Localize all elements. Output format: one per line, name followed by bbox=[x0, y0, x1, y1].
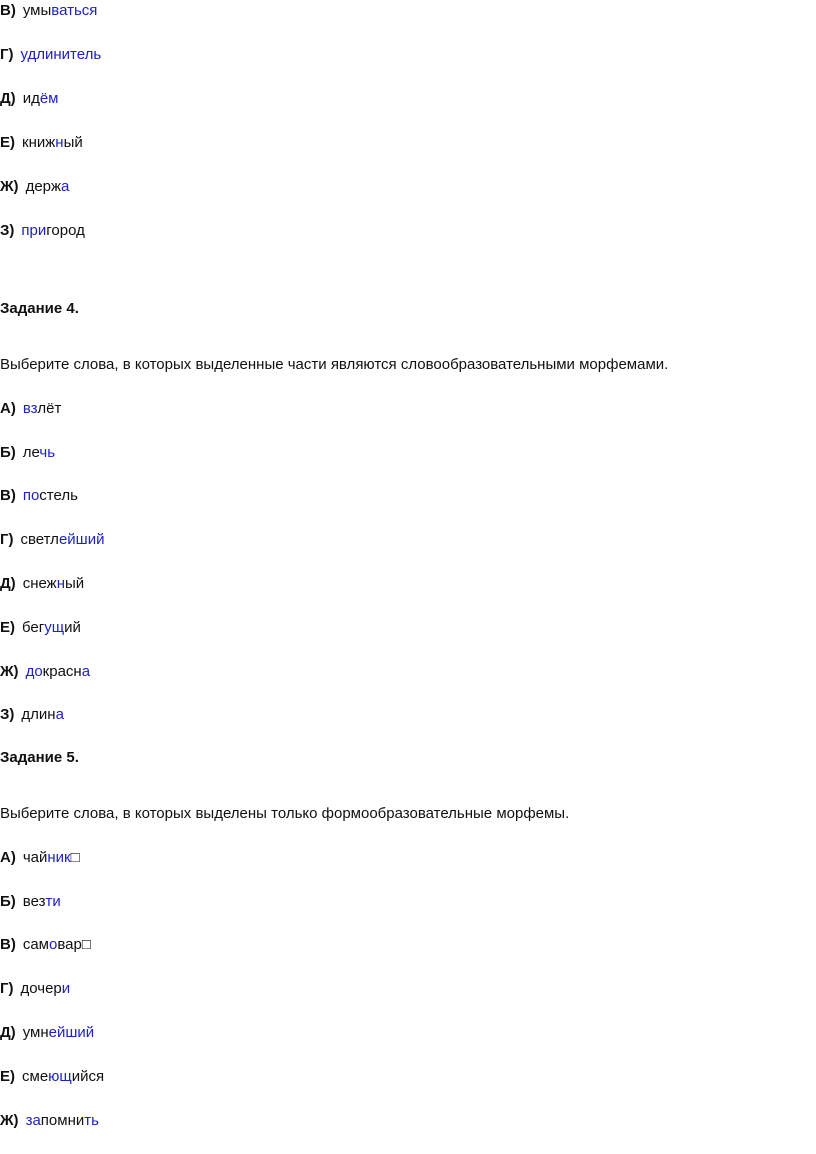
item-word bbox=[23, 936, 91, 953]
item-word bbox=[23, 1024, 94, 1041]
item-label: Ж) bbox=[0, 178, 19, 195]
word-part: бег bbox=[22, 619, 45, 636]
task4-heading: Задание 4. bbox=[0, 300, 79, 317]
task4-item-e bbox=[0, 618, 81, 638]
item-word bbox=[23, 893, 61, 910]
highlighted-morpheme: ваться bbox=[51, 2, 98, 19]
highlighted-morpheme: за bbox=[25, 1112, 41, 1129]
word-part: вар bbox=[57, 936, 82, 953]
item-word bbox=[23, 487, 78, 504]
highlighted-morpheme: ти bbox=[45, 893, 61, 910]
item-label: Ж) bbox=[0, 663, 19, 680]
item-label: В) bbox=[0, 936, 16, 953]
item-word bbox=[21, 980, 71, 997]
task5-question: Выберите слова, в которых выделены только формообразовательные морфемы. bbox=[0, 805, 570, 822]
word-part: сме bbox=[22, 1068, 49, 1085]
highlighted-morpheme: н bbox=[56, 575, 65, 592]
top-item-zh bbox=[0, 177, 69, 197]
item-label: В) bbox=[0, 487, 16, 504]
highlighted-morpheme: по bbox=[22, 487, 40, 504]
word-part: стель bbox=[39, 487, 78, 504]
word-part: красн bbox=[42, 663, 82, 680]
word-part: светл bbox=[20, 531, 59, 548]
word-part: книж bbox=[22, 134, 56, 151]
word-part: ид bbox=[22, 90, 40, 107]
word-part: умн bbox=[22, 1024, 49, 1041]
item-word bbox=[23, 575, 84, 592]
item-label: В) bbox=[0, 2, 16, 19]
task5-item-g bbox=[0, 979, 70, 999]
task4-item-d bbox=[0, 574, 84, 594]
highlighted-morpheme: ейший bbox=[48, 1024, 95, 1041]
top-item-d bbox=[0, 89, 58, 109]
task4-item-zh bbox=[0, 662, 90, 682]
item-label: Г) bbox=[0, 531, 14, 548]
word-part: длин bbox=[21, 706, 56, 723]
task4-item-b bbox=[0, 443, 55, 463]
top-item-g bbox=[0, 45, 101, 65]
item-word bbox=[23, 2, 98, 19]
top-item-v bbox=[0, 1, 97, 21]
item-label: Б) bbox=[0, 893, 16, 910]
task4-question: Выберите слова, в которых выделенные части являются словообразовательными морфемами. bbox=[0, 356, 669, 373]
item-label: Д) bbox=[0, 575, 16, 592]
highlighted-morpheme: а bbox=[55, 706, 64, 723]
highlighted-morpheme: а bbox=[61, 178, 70, 195]
task4-item-g bbox=[0, 530, 104, 550]
highlighted-morpheme: а bbox=[81, 663, 91, 680]
item-label: Ж) bbox=[0, 1112, 19, 1129]
highlighted-morpheme: ейший bbox=[58, 531, 105, 548]
word-part: ый bbox=[64, 575, 85, 592]
word-part: город bbox=[46, 222, 85, 239]
item-label: Е) bbox=[0, 619, 15, 636]
item-word bbox=[22, 134, 83, 151]
item-word bbox=[22, 1068, 104, 1085]
word-part: ийся bbox=[71, 1068, 105, 1085]
word-part: □ bbox=[70, 849, 80, 866]
highlighted-morpheme: ть bbox=[84, 1112, 99, 1129]
task5-item-zh bbox=[0, 1111, 99, 1131]
item-label: Г) bbox=[0, 46, 14, 63]
item-label: Б) bbox=[0, 444, 16, 461]
highlighted-morpheme: ющ bbox=[48, 1068, 72, 1085]
word-part: мы bbox=[30, 2, 52, 19]
highlighted-morpheme: ём bbox=[39, 90, 59, 107]
highlighted-morpheme: до bbox=[25, 663, 43, 680]
item-word bbox=[21, 531, 105, 548]
item-label: З) bbox=[0, 222, 15, 239]
task4-item-v bbox=[0, 486, 78, 506]
highlighted-morpheme: ник bbox=[47, 849, 71, 866]
word-part: у bbox=[22, 2, 31, 19]
word-part: □ bbox=[81, 936, 91, 953]
task5-item-a bbox=[0, 848, 80, 868]
item-label: Д) bbox=[0, 90, 16, 107]
item-word bbox=[22, 619, 81, 636]
item-word bbox=[26, 178, 70, 195]
item-word bbox=[23, 400, 61, 417]
highlighted-morpheme: удлин bbox=[20, 46, 62, 63]
word-part: держ bbox=[25, 178, 62, 195]
word-part: ле bbox=[22, 444, 40, 461]
item-label: Д) bbox=[0, 1024, 16, 1041]
item-word bbox=[26, 663, 90, 680]
task5-heading: Задание 5. bbox=[0, 749, 79, 766]
item-label: А) bbox=[0, 849, 16, 866]
item-word bbox=[21, 706, 64, 723]
item-word bbox=[21, 222, 84, 239]
highlighted-morpheme: итель bbox=[61, 46, 102, 63]
word-part: снеж bbox=[22, 575, 57, 592]
item-label: А) bbox=[0, 400, 16, 417]
top-item-e bbox=[0, 133, 83, 153]
highlighted-morpheme: при bbox=[21, 222, 47, 239]
item-word bbox=[23, 444, 55, 461]
highlighted-morpheme: н bbox=[55, 134, 64, 151]
item-word bbox=[21, 46, 102, 63]
item-word bbox=[23, 849, 80, 866]
highlighted-morpheme: и bbox=[61, 980, 71, 997]
highlighted-morpheme: ущ bbox=[44, 619, 65, 636]
word-part: ый bbox=[63, 134, 83, 151]
item-word bbox=[26, 1112, 99, 1129]
word-part: сам bbox=[22, 936, 49, 953]
item-label: З) bbox=[0, 706, 15, 723]
word-part: помни bbox=[40, 1112, 85, 1129]
task4-item-a bbox=[0, 399, 61, 419]
word-part: чай bbox=[22, 849, 48, 866]
task5-item-b bbox=[0, 892, 61, 912]
task5-item-v bbox=[0, 935, 91, 955]
item-word bbox=[23, 90, 59, 107]
word-part: вез bbox=[22, 893, 46, 910]
word-part: лёт bbox=[37, 400, 62, 417]
top-item-z bbox=[0, 221, 85, 241]
task4-item-z bbox=[0, 705, 64, 725]
item-label: Е) bbox=[0, 1068, 15, 1085]
word-part: дочер bbox=[20, 980, 62, 997]
task5-item-d bbox=[0, 1023, 94, 1043]
highlighted-morpheme: о bbox=[48, 936, 58, 953]
task5-item-e bbox=[0, 1067, 104, 1087]
word-part: ий bbox=[64, 619, 81, 636]
item-label: Г) bbox=[0, 980, 14, 997]
item-label: Е) bbox=[0, 134, 15, 151]
highlighted-morpheme: вз bbox=[22, 400, 38, 417]
highlighted-morpheme: чь bbox=[39, 444, 56, 461]
